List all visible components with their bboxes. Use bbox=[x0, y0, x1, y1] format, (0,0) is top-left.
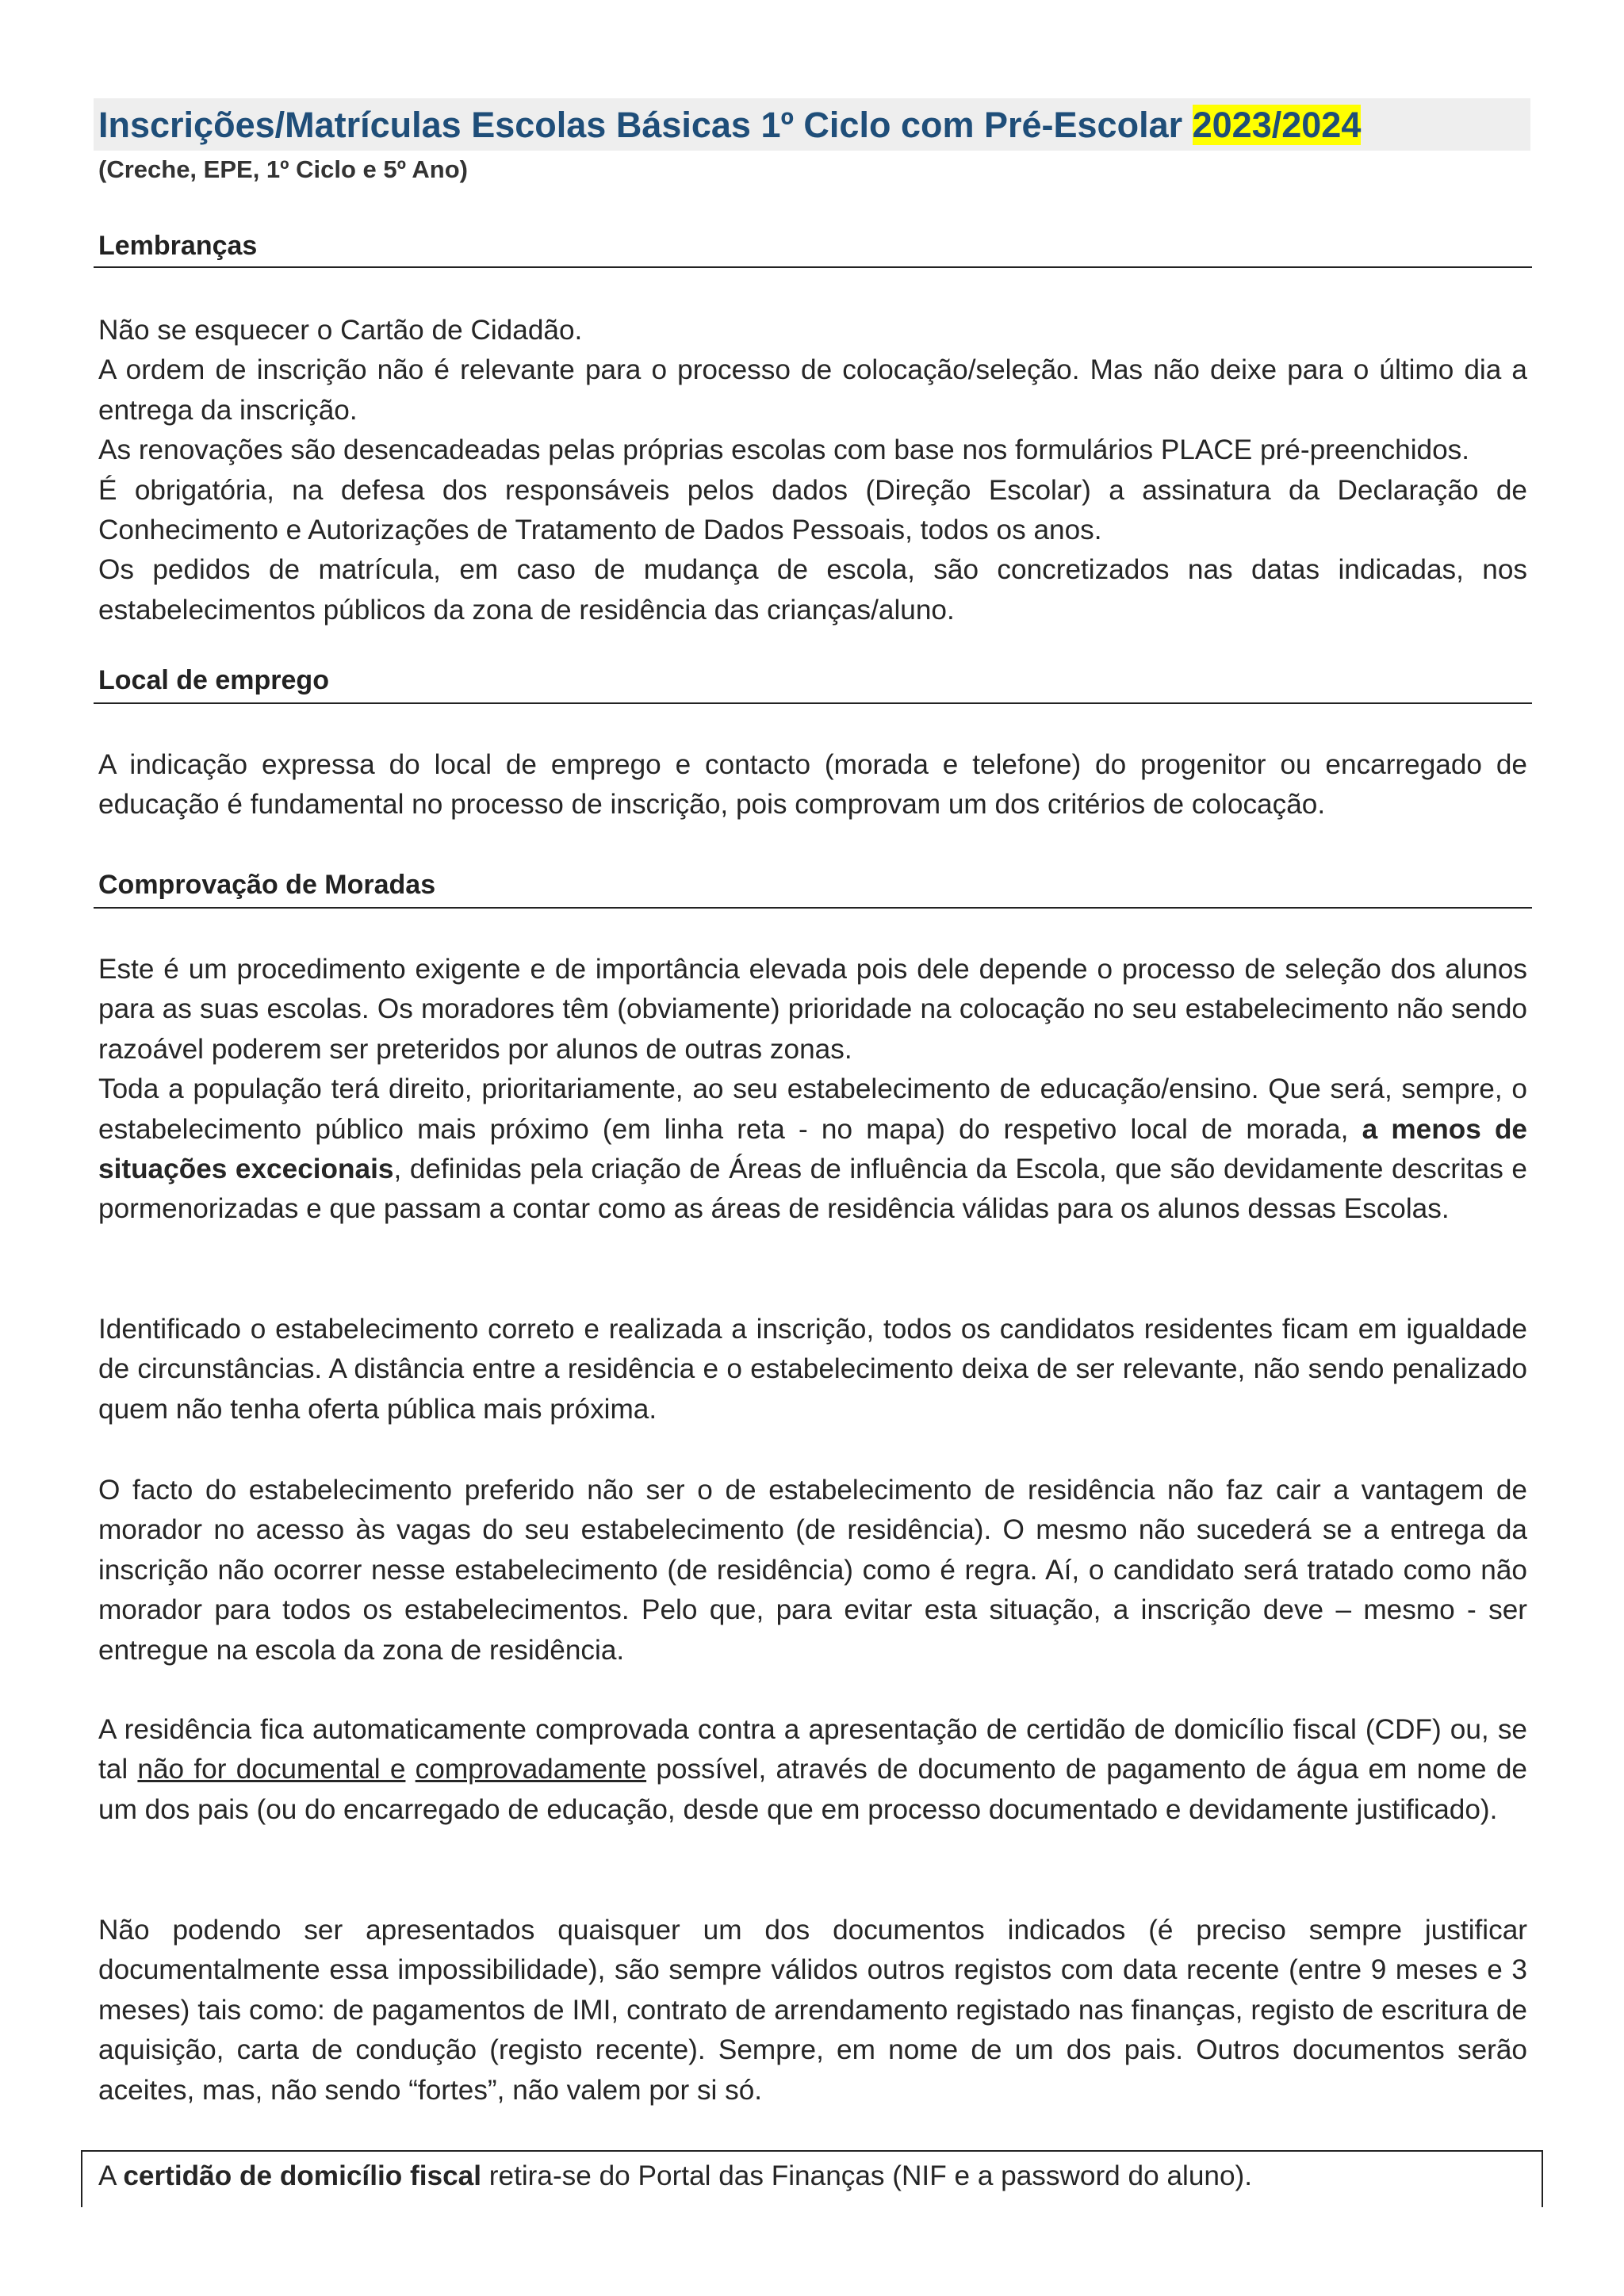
moradas-p2-text: Toda a população terá direito, prioritariamente, ao seu estabelecimento de educação/ensino. Que será, sempre, o estabelecimento público mais próximo (em linha reta - no mapa) do respetivo local de morada, bbox=[98, 1073, 1527, 1145]
note-text: retira-se do Portal das Finanças (NIF e a password do aluno). bbox=[481, 2160, 1253, 2191]
note-box-text bbox=[98, 2156, 1252, 2196]
moradas-body bbox=[98, 1471, 1527, 1670]
note-bold: certidão de domicílio fiscal bbox=[123, 2160, 482, 2191]
lembrancas-line: Não se esquecer o Cartão de Cidadão. bbox=[98, 315, 583, 346]
note-text: A bbox=[98, 2160, 124, 2191]
page-title-year: 2023/2024 bbox=[1192, 105, 1362, 145]
section-divider bbox=[94, 907, 1532, 909]
moradas-p2-bold: a menos de situações excecionais bbox=[98, 1113, 1528, 1185]
moradas-paragraph-1: Este é um procedimento exigente e de importância elevada pois dele depende o processo de seleção dos alunos para as suas escolas. Os moradores têm (obviamente) prioridade na colocação no seu estabelecimento não sendo razoável poderem ser preteridos por alunos de outras zonas. bbox=[98, 954, 1527, 1065]
page-subtitle: (Creche, EPE, 1º Ciclo e 5º Ano) bbox=[98, 155, 468, 183]
moradas-body bbox=[98, 950, 1527, 1230]
local-emprego-text: A indicação expressa do local de emprego e contacto (morada e telefone) do progenitor ou encarregado de educação é fundamental no processo de inscrição, pois comprovam um dos critérios de colocação. bbox=[98, 749, 1527, 821]
moradas-p5-text: possível, através de documento de pagamento de água em nome de um dos pais (ou do encarregado de educação, desde que em processo documentado e devidamente justificado). bbox=[98, 1754, 1527, 1825]
page-title bbox=[98, 100, 1361, 151]
section-heading-lembrancas: Lembranças bbox=[98, 231, 258, 261]
lembrancas-line: É obrigatória, na defesa dos responsáveis pelos dados (Direção Escolar) a assinatura da Declaração de Conhecimento e Autorizações de Tratamento de Dados Pessoais, todos os anos. bbox=[98, 474, 1527, 546]
moradas-body bbox=[98, 1310, 1527, 1429]
moradas-paragraph-4: O facto do estabelecimento preferido não ser o de estabelecimento de residência não faz cair a vantagem de morador no acesso às vagas do seu estabelecimento (de residência). O mesmo não sucederá se a entrega da inscrição não ocorrer nesse estabelecimento (de residência) como é regra. Aí, o candidato será tratado como não morador para todos os estabelecimentos. Pelo que, para evitar esta situação, a inscrição deve – mesmo - ser entregue na escola da zona de residência. bbox=[98, 1475, 1527, 1666]
moradas-p5-underline: não for documental e bbox=[137, 1754, 406, 1785]
lembrancas-line: Os pedidos de matrícula, em caso de mudança de escola, são concretizados nas datas indicadas, nos estabelecimentos públicos da zona de residência das crianças/aluno. bbox=[98, 554, 1527, 626]
section-heading-moradas: Comprovação de Moradas bbox=[98, 870, 436, 900]
moradas-paragraph-6: Não podendo ser apresentados quaisquer um dos documentos indicados (é preciso sempre justificar documentalmente essa impossibilidade), são sempre válidos outros registos com data recente (entre 9 meses e 3 meses) tais como: de pagamentos de IMI, contrato de arrendamento registado nas finanças, registo de escritura de aquisição, carta de condução (registo recente). Sempre, em nome de um dos pais. Outros documentos serão aceites, mas, não sendo “fortes”, não valem por si só. bbox=[98, 1915, 1527, 2106]
moradas-body bbox=[98, 1911, 1527, 2110]
moradas-p2-text: , definidas pela criação de Áreas de influência da Escola, que são devidamente descritas e pormenorizadas e que passam a contar como as áreas de residência válidas para os alunos dessas Escolas. bbox=[98, 1154, 1527, 1225]
moradas-paragraph-2 bbox=[98, 1070, 1527, 1230]
lembrancas-body bbox=[98, 311, 1527, 630]
lembrancas-line: As renovações são desencadeadas pelas próprias escolas com base nos formulários PLACE pré-preenchidos. bbox=[98, 434, 1470, 466]
section-heading-local-emprego: Local de emprego bbox=[98, 665, 329, 695]
local-emprego-body bbox=[98, 745, 1527, 825]
section-divider bbox=[94, 266, 1532, 268]
moradas-p5-underline: comprovadamente bbox=[415, 1754, 647, 1785]
section-divider bbox=[94, 702, 1532, 704]
moradas-paragraph-5 bbox=[98, 1710, 1527, 1830]
moradas-p5-text: A residência fica automaticamente comprovada contra a apresentação de certidão de domicílio fiscal (CDF) ou, se tal bbox=[98, 1714, 1527, 1785]
moradas-paragraph-3: Identificado o estabelecimento correto e realizada a inscrição, todos os candidatos residentes ficam em igualdade de circunstâncias. A distância entre a residência e o estabelecimento deixa de ser relevante, não sendo penalizado quem não tenha oferta pública mais próxima. bbox=[98, 1314, 1527, 1425]
moradas-p5-text bbox=[405, 1754, 415, 1785]
page-title-main: Inscrições/Matrículas Escolas Básicas 1º Ciclo com Pré-Escolar bbox=[98, 105, 1193, 145]
lembrancas-line: A ordem de inscrição não é relevante para o processo de colocação/seleção. Mas não deixe para o último dia a entrega da inscrição. bbox=[98, 354, 1527, 426]
moradas-body bbox=[98, 1710, 1527, 1830]
